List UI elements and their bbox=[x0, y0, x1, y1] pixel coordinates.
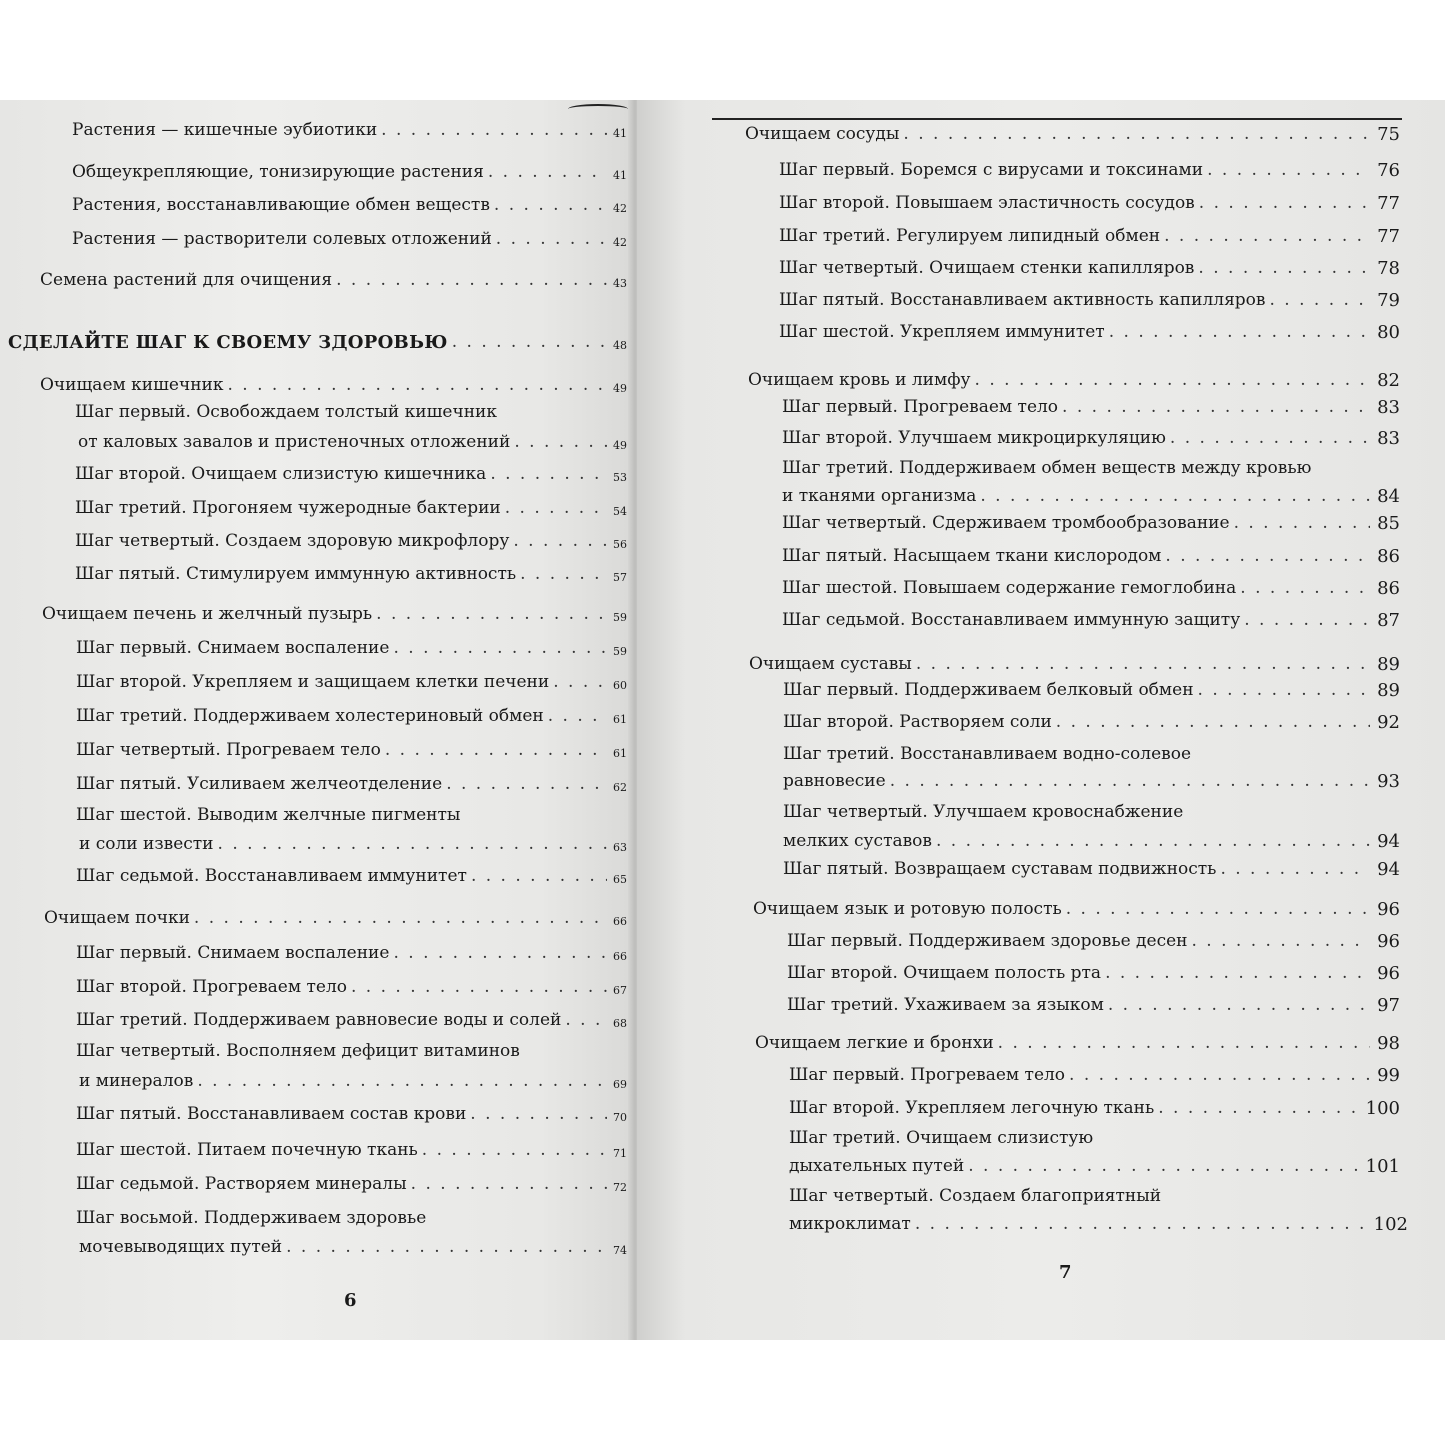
toc-page-number: 56 bbox=[613, 538, 627, 551]
toc-page-number: 77 bbox=[1377, 226, 1400, 247]
toc-entry: Очищаем легкие и бронхи . . . 98 bbox=[755, 1033, 1400, 1054]
toc-entry: Очищаем печень и желчный пузырь . . . 59 bbox=[42, 604, 627, 625]
left-page bbox=[0, 100, 635, 1340]
toc-page-number: 63 bbox=[613, 841, 627, 854]
toc-page-number: 78 bbox=[1377, 258, 1400, 279]
toc-entry-title: Шаг четвертый. Улучшаем кровоснабжение bbox=[783, 802, 1184, 822]
toc-page-number: 42 bbox=[613, 236, 627, 249]
toc-entry: Шаг четвертый. Очищаем стенки капилляров . . . 78 bbox=[779, 258, 1400, 279]
toc-page-number: 80 bbox=[1377, 322, 1400, 343]
toc-entry: Шаг второй. Укрепляем легочную ткань . . . 100 bbox=[789, 1098, 1400, 1119]
toc-entry: Шаг первый. Снимаем воспаление . . . 59 bbox=[76, 638, 627, 659]
toc-entry: Шаг третий. Прогоняем чужеродные бактерии . . . 54 bbox=[75, 498, 627, 519]
toc-page-number: 48 bbox=[613, 339, 627, 352]
toc-page-number: 59 bbox=[613, 611, 627, 624]
toc-entry: Шаг второй. Очищаем полость рта . . . 96 bbox=[787, 963, 1400, 984]
toc-page-number: 93 bbox=[1377, 771, 1400, 792]
toc-page-number: 98 bbox=[1377, 1033, 1400, 1054]
toc-page-number: 86 bbox=[1377, 578, 1400, 599]
toc-entry: Очищаем сосуды . . . 75 bbox=[745, 124, 1400, 145]
toc-entry: Шаг пятый. Стимулируем иммунную активность . . . 57 bbox=[75, 564, 627, 585]
toc-page-number: 72 bbox=[613, 1181, 627, 1194]
toc-entry-title: Шаг четвертый. Восполняем дефицит витаминов bbox=[76, 1041, 520, 1061]
toc-entry: мочевыводящих путей . . . 74 bbox=[79, 1237, 627, 1258]
toc-page-number: 85 bbox=[1377, 513, 1400, 534]
toc-entry: Шаг третий. Регулируем липидный обмен . . . 77 bbox=[779, 226, 1400, 247]
toc-entry: Очищаем кишечник . . . 49 bbox=[40, 375, 627, 396]
toc-entry: Очищаем язык и ротовую полость . . . 96 bbox=[753, 899, 1400, 920]
toc-entry: Шаг шестой. Питаем почечную ткань . . . 71 bbox=[76, 1140, 627, 1161]
toc-entry: Шаг первый. Поддерживаем белковый обмен . . . 89 bbox=[783, 680, 1400, 701]
toc-page-number: 92 bbox=[1377, 712, 1400, 733]
toc-entry: Шаг четвертый. Прогреваем тело . . . 61 bbox=[76, 740, 627, 761]
toc-entry: Шаг пятый. Усиливаем желчеотделение . . . 62 bbox=[76, 774, 627, 795]
toc-page-number: 41 bbox=[613, 169, 627, 182]
toc-page-number: 87 bbox=[1377, 610, 1400, 631]
toc-entry: Шаг четвертый. Создаем здоровую микрофлору . . . 56 bbox=[75, 531, 627, 552]
toc-entry: Шаг второй. Очищаем слизистую кишечника . . . 53 bbox=[75, 464, 627, 485]
toc-page-number: 59 bbox=[613, 645, 627, 658]
page-number: 6 bbox=[344, 1290, 357, 1311]
toc-page-number: 49 bbox=[613, 439, 627, 452]
toc-entry: от каловых завалов и пристеночных отложений . . . 49 bbox=[78, 432, 627, 453]
toc-page-number: 86 bbox=[1377, 546, 1400, 567]
toc-page-number: 84 bbox=[1377, 486, 1400, 507]
toc-entry: Растения, восстанавливающие обмен веществ . . . 42 bbox=[72, 195, 627, 216]
toc-page-number: 53 bbox=[613, 471, 627, 484]
toc-page-number: 65 bbox=[613, 873, 627, 886]
toc-page-number: 74 bbox=[613, 1244, 627, 1257]
toc-entry: Шаг пятый. Возвращаем суставам подвижность . . . 94 bbox=[783, 859, 1400, 880]
toc-page-number: 71 bbox=[613, 1147, 627, 1160]
toc-entry: Очищаем кровь и лимфу . . . 82 bbox=[748, 370, 1400, 391]
toc-entry: Растения — растворители солевых отложений . . . 42 bbox=[72, 229, 627, 250]
toc-page-number: 82 bbox=[1377, 370, 1400, 391]
book-spread bbox=[0, 100, 1445, 1340]
top-rule bbox=[712, 118, 1402, 120]
toc-page-number: 67 bbox=[613, 984, 627, 997]
toc-entry: Шаг пятый. Насыщаем ткани кислородом . . . 86 bbox=[782, 546, 1400, 567]
toc-page-number: 96 bbox=[1377, 931, 1400, 952]
toc-entry: микроклимат . . . 102 bbox=[789, 1214, 1408, 1235]
toc-entry: Шаг седьмой. Растворяем минералы . . . 72 bbox=[76, 1174, 627, 1195]
toc-entry: Шаг первый. Прогреваем тело . . . 83 bbox=[782, 397, 1400, 418]
toc-entry-title: Шаг третий. Восстанавливаем водно-солевое bbox=[783, 744, 1191, 764]
toc-page-number: 96 bbox=[1377, 899, 1400, 920]
toc-section-heading: СДЕЛАЙТЕ ШАГ К СВОЕМУ ЗДОРОВЬЮ . . . 48 bbox=[8, 332, 627, 353]
toc-entry: Очищаем почки . . . 66 bbox=[44, 908, 627, 929]
toc-entry: Шаг четвертый. Сдерживаем тромбообразование . . . 85 bbox=[782, 513, 1400, 534]
toc-page-number: 62 bbox=[613, 781, 627, 794]
toc-page-number: 57 bbox=[613, 571, 627, 584]
toc-entry-title: Шаг четвертый. Создаем благоприятный bbox=[789, 1186, 1162, 1206]
toc-page-number: 83 bbox=[1377, 397, 1400, 418]
toc-entry: Шаг пятый. Восстанавливаем состав крови . . . 70 bbox=[76, 1104, 627, 1125]
toc-entry-title: Шаг третий. Поддерживаем обмен веществ между кровью bbox=[782, 458, 1312, 478]
toc-entry: Шаг первый. Прогреваем тело . . . 99 bbox=[789, 1065, 1400, 1086]
toc-page-number: 41 bbox=[613, 127, 627, 140]
toc-entry: Шаг второй. Улучшаем микроциркуляцию . . . 83 bbox=[782, 428, 1400, 449]
toc-page-number: 97 bbox=[1377, 995, 1400, 1016]
toc-page-number: 79 bbox=[1377, 290, 1400, 311]
toc-entry: и соли извести . . . 63 bbox=[79, 834, 627, 855]
toc-page-number: 66 bbox=[613, 950, 627, 963]
toc-page-number: 42 bbox=[613, 202, 627, 215]
toc-page-number: 68 bbox=[613, 1017, 627, 1030]
toc-entry: Растения — кишечные эубиотики . . . 41 bbox=[72, 120, 627, 141]
toc-page-number: 100 bbox=[1365, 1098, 1400, 1119]
toc-page-number: 96 bbox=[1377, 963, 1400, 984]
toc-page-number: 70 bbox=[613, 1111, 627, 1124]
toc-entry: Шаг шестой. Укрепляем иммунитет . . . 80 bbox=[779, 322, 1400, 343]
toc-entry: Шаг третий. Ухаживаем за языком . . . 97 bbox=[787, 995, 1400, 1016]
toc-page-number: 66 bbox=[613, 915, 627, 928]
toc-page-number: 94 bbox=[1377, 859, 1400, 880]
toc-entry: Шаг третий. Поддерживаем равновесие воды и солей . . . 68 bbox=[76, 1010, 627, 1031]
toc-entry: мелких суставов . . . 94 bbox=[783, 831, 1400, 852]
toc-entry: Шаг первый. Боремся с вирусами и токсинами . . . 76 bbox=[779, 160, 1400, 181]
toc-entry: Шаг третий. Поддерживаем холестериновый обмен . . . 61 bbox=[76, 706, 627, 727]
toc-entry: и минералов . . . 69 bbox=[79, 1071, 627, 1092]
toc-page-number: 89 bbox=[1377, 654, 1400, 675]
toc-page-number: 76 bbox=[1377, 160, 1400, 181]
toc-entry: Шаг седьмой. Восстанавливаем иммунную защиту . . . 87 bbox=[782, 610, 1400, 631]
toc-page-number: 101 bbox=[1365, 1156, 1400, 1177]
toc-page-number: 83 bbox=[1377, 428, 1400, 449]
toc-page-number: 61 bbox=[613, 747, 627, 760]
toc-page-number: 49 bbox=[613, 382, 627, 395]
toc-entry: Семена растений для очищения . . . 43 bbox=[40, 270, 627, 291]
toc-page-number: 43 bbox=[613, 277, 627, 290]
toc-entry: Шаг второй. Прогреваем тело . . . 67 bbox=[76, 977, 627, 998]
toc-entry-title: Шаг восьмой. Поддерживаем здоровье bbox=[76, 1208, 427, 1228]
toc-entry: Шаг первый. Снимаем воспаление . . . 66 bbox=[76, 943, 627, 964]
toc-entry: и тканями организма . . . 84 bbox=[782, 486, 1400, 507]
toc-page-number: 60 bbox=[613, 679, 627, 692]
toc-entry: дыхательных путей . . . 101 bbox=[789, 1156, 1400, 1177]
toc-entry: Шаг второй. Укрепляем и защищаем клетки печени . . . 60 bbox=[76, 672, 627, 693]
toc-entry: Шаг первый. Поддерживаем здоровье десен . . . 96 bbox=[787, 931, 1400, 952]
toc-page-number: 94 bbox=[1377, 831, 1400, 852]
toc-entry: Шаг шестой. Повышаем содержание гемоглобина . . . 86 bbox=[782, 578, 1400, 599]
toc-entry: Шаг седьмой. Восстанавливаем иммунитет . . . 65 bbox=[76, 866, 627, 887]
toc-entry: Очищаем суставы . . . 89 bbox=[749, 654, 1400, 675]
toc-entry: Шаг пятый. Восстанавливаем активность капилляров . . . 79 bbox=[779, 290, 1400, 311]
toc-page-number: 75 bbox=[1377, 124, 1400, 145]
toc-page-number: 69 bbox=[613, 1078, 627, 1091]
toc-entry: Общеукрепляющие, тонизирующие растения . . . 41 bbox=[72, 162, 627, 183]
toc-page-number: 61 bbox=[613, 713, 627, 726]
toc-entry: Шаг второй. Растворяем соли . . . 92 bbox=[783, 712, 1400, 733]
toc-page-number: 89 bbox=[1377, 680, 1400, 701]
toc-entry: Шаг второй. Повышаем эластичность сосудов . . . 77 bbox=[779, 193, 1400, 214]
page-number: 7 bbox=[1059, 1262, 1072, 1283]
right-page bbox=[637, 100, 1445, 1340]
toc-page-number: 54 bbox=[613, 505, 627, 518]
toc-page-number: 99 bbox=[1377, 1065, 1400, 1086]
toc-page-number: 102 bbox=[1373, 1214, 1408, 1235]
top-rule bbox=[568, 104, 628, 114]
toc-entry: равновесие . . . 93 bbox=[783, 771, 1400, 792]
toc-entry-title: Шаг первый. Освобождаем толстый кишечник bbox=[75, 402, 497, 422]
toc-entry-title: Шаг третий. Очищаем слизистую bbox=[789, 1128, 1094, 1148]
toc-page-number: 77 bbox=[1377, 193, 1400, 214]
toc-entry-title: Шаг шестой. Выводим желчные пигменты bbox=[76, 805, 461, 825]
